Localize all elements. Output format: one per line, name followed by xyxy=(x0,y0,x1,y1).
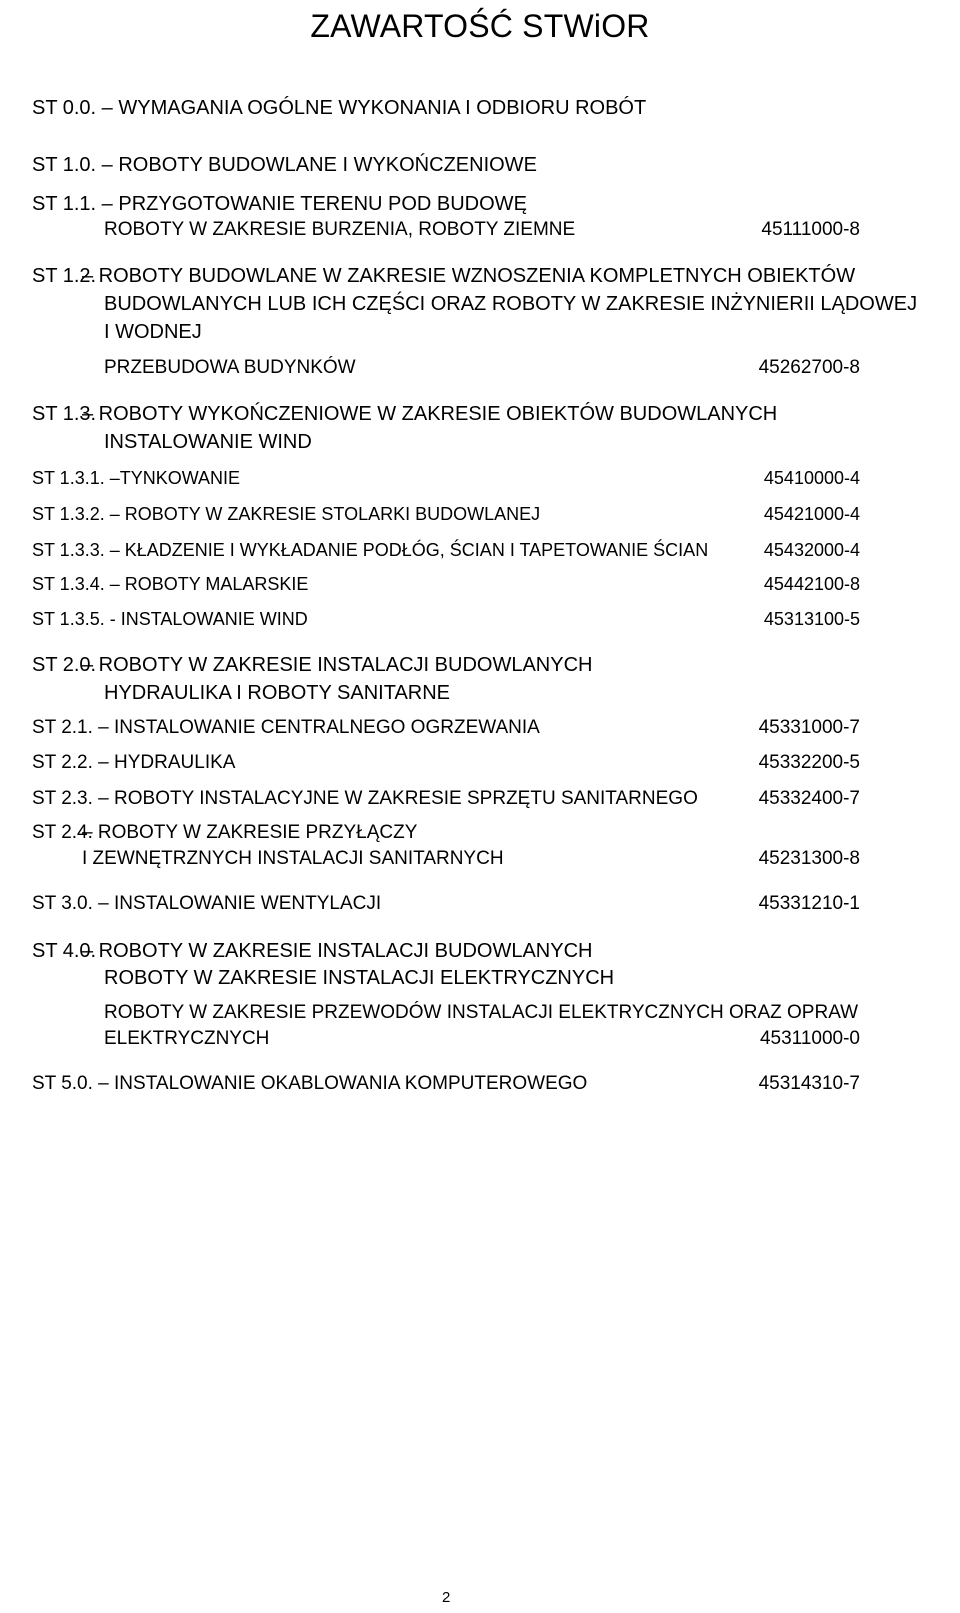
toc-entry-st40-line2: ROBOTY W ZAKRESIE INSTALACJI ELEKTRYCZNYCH xyxy=(104,967,615,989)
toc-entry-st12-line2: BUDOWLANYCH LUB ICH CZĘŚCI ORAZ ROBOTY W ZAKRESIE INŻYNIERII LĄDOWEJ xyxy=(104,293,918,315)
toc-entry-st13-line2: INSTALOWANIE WIND xyxy=(104,431,312,453)
toc-code-st11: 45111000-8 xyxy=(761,219,860,240)
page-title: ZAWARTOŚĆ STWiOR xyxy=(310,8,650,44)
toc-code-st132: 45421000-4 xyxy=(763,504,860,524)
toc-code-st131: 45410000-4 xyxy=(763,468,860,488)
toc-code-st134: 45442100-8 xyxy=(763,574,860,594)
toc-code-st12: 45262700-8 xyxy=(758,357,860,378)
toc-entry-st40-line1: – ROBOTY W ZAKRESIE INSTALACJI BUDOWLANYCH xyxy=(82,940,593,962)
toc-code-st135: 45313100-5 xyxy=(763,609,860,629)
toc-entry-st20-prefix: ST 2.0. xyxy=(32,654,97,676)
toc-entry-st11: ST 1.1. – PRZYGOTOWANIE TERENU POD BUDOWĘ xyxy=(32,193,527,215)
toc-entry-st131: ST 1.3.1. –TYNKOWANIE xyxy=(32,468,241,488)
toc-code-st22: 45332200-5 xyxy=(758,752,860,773)
toc-code-st23: 45332400-7 xyxy=(758,788,860,809)
toc-entry-st40-sub1: ROBOTY W ZAKRESIE PRZEWODÓW INSTALACJI ELEKTRYCZNYCH ORAZ OPRAW xyxy=(104,1002,859,1023)
toc-entry-st12-line1: – ROBOTY BUDOWLANE W ZAKRESIE WZNOSZENIA KOMPLETNYCH OBIEKTÓW xyxy=(82,265,856,287)
toc-entry-st12-prefix: ST 1.2. xyxy=(32,265,97,287)
toc-entry-st24-line1: – ROBOTY W ZAKRESIE PRZYŁĄCZY xyxy=(82,822,418,843)
toc-code-st50: 45314310-7 xyxy=(758,1073,860,1094)
toc-entry-st23: ST 2.3. – ROBOTY INSTALACYJNE W ZAKRESIE SPRZĘTU SANITARNEGO xyxy=(32,788,698,809)
toc-code-st40: 45311000-0 xyxy=(759,1028,860,1049)
toc-entry-st00: ST 0.0. – WYMAGANIA OGÓLNE WYKONANIA I ODBIORU ROBÓT xyxy=(32,97,647,119)
toc-entry-st12-line3: I WODNEJ xyxy=(104,321,202,343)
toc-entry-st11-sub: ROBOTY W ZAKRESIE BURZENIA, ROBOTY ZIEMNE xyxy=(104,219,576,240)
toc-code-st21: 45331000-7 xyxy=(758,717,860,738)
toc-entry-st24-prefix: ST 2.4. xyxy=(32,822,93,843)
toc-entry-st12-sub: PRZEBUDOWA BUDYNKÓW xyxy=(104,357,356,378)
toc-entry-st24-line2: I ZEWNĘTRZNYCH INSTALACJI SANITARNYCH xyxy=(82,848,504,869)
toc-code-st133: 45432000-4 xyxy=(763,540,860,560)
toc-entry-st22: ST 2.2. – HYDRAULIKA xyxy=(32,752,236,773)
toc-entry-st13-line1: – ROBOTY WYKOŃCZENIOWE W ZAKRESIE OBIEKTÓW BUDOWLANYCH xyxy=(82,403,778,425)
toc-entry-st13-prefix: ST 1.3. xyxy=(32,403,97,425)
toc-entry-st20-line1: – ROBOTY W ZAKRESIE INSTALACJI BUDOWLANYCH xyxy=(82,654,593,676)
toc-entry-st40-sub2: ELEKTRYCZNYCH xyxy=(104,1028,270,1049)
toc-entry-st50: ST 5.0. – INSTALOWANIE OKABLOWANIA KOMPUTEROWEGO xyxy=(32,1073,588,1094)
toc-entry-st20-line2: HYDRAULIKA I ROBOTY SANITARNE xyxy=(104,682,451,704)
toc-code-st24: 45231300-8 xyxy=(758,848,860,869)
toc-entry-st40-prefix: ST 4.0. xyxy=(32,940,97,962)
toc-entry-st30: ST 3.0. – INSTALOWANIE WENTYLACJI xyxy=(32,893,382,914)
toc-entry-st10: ST 1.0. – ROBOTY BUDOWLANE I WYKOŃCZENIOWE xyxy=(32,154,537,176)
toc-entry-st132: ST 1.3.2. – ROBOTY W ZAKRESIE STOLARKI BUDOWLANEJ xyxy=(32,504,541,524)
toc-entry-st134: ST 1.3.4. – ROBOTY MALARSKIE xyxy=(32,574,309,594)
toc-entry-st21: ST 2.1. – INSTALOWANIE CENTRALNEGO OGRZEWANIA xyxy=(32,717,540,738)
toc-entry-st135: ST 1.3.5. - INSTALOWANIE WIND xyxy=(32,609,308,629)
toc-code-st30: 45331210-1 xyxy=(758,893,860,914)
page-number-value: 2 xyxy=(442,1589,451,1606)
toc-entry-st133: ST 1.3.3. – KŁADZENIE I WYKŁADANIE PODŁÓG, ŚCIAN I TAPETOWANIE ŚCIAN xyxy=(32,540,709,560)
